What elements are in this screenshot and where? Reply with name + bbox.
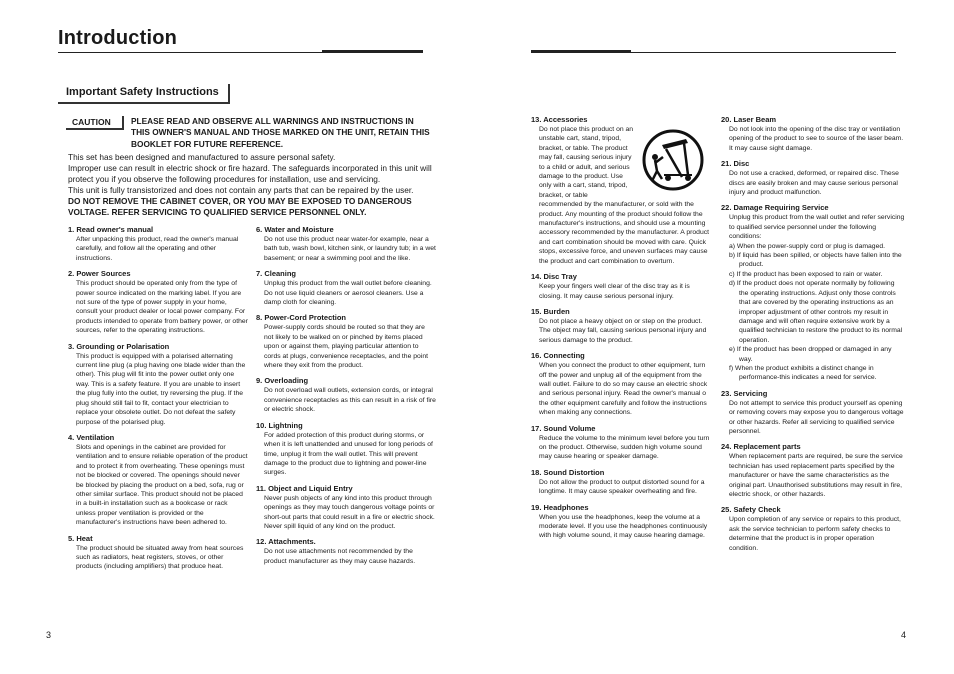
page-number-left: 3 [46,630,52,640]
instruction-title: 11. Object and Liquid Entry [256,483,353,493]
condition-item: d) If the product does not operate normally by following the operating instructions. Adjust only those controls that are covered by the operating instructions as an improper adjustment of other controls my result in damage and will often require extensive work by a qualified technician to restore the product to its normal operation. [729,280,903,344]
instruction-body: When you connect the product to other equipment, turn off the power and unplug all of the equipment from the wall outlet. Failure to do so may cause an electric shock and serious personal injury. Read the owner's manual o the other equipment carefully and follow the instructions when making any connections. [539,362,708,417]
instruction-body: Do not look into the opening of the disc tray or ventilation opening of the product to see to source of the laser beam. It may cause sight damage. [729,126,904,152]
instruction-body: Upon completion of any service or repairs to this product, ask the service technician to perform safety checks to determine that the product is in proper operation condition. [729,516,901,552]
instruction-title: 3. Grounding or Polarisation [68,341,170,351]
instruction-body: For added protection of this product during storms, or when it is left unattended and unused for long periods of time, unplug it from the wall outlet. This will prevent damage to the product due to lightning and power-line surges. [264,431,433,477]
instruction-title: 4. Ventilation [68,432,115,442]
instruction-item [68,534,248,572]
instruction-title: 22. Damage Requiring Service [721,203,829,213]
instruction-body: This product is equipped with a polarised alternating current line plug (a plug having one blade wider than the other). This plug will fit into the power outlet only one way. This is a safety feature. If you are unable to insert the plug fully into the outlet, try reversing the plug. If the plug should still fail to fit, contact your electrician to replace your obsolete outlet. Do not defeat the safety purpose of the polarised plug. [76,352,246,426]
instruction-item [721,442,905,499]
instruction-title: 2. Power Sources [68,269,131,279]
instruction-body: Unplug this product from the wall outlet before cleaning. Do not use liquid cleaners or aerosol cleaners. Use a damp cloth for cleaning. [264,280,432,307]
instruction-body [721,213,905,382]
instruction-body: Do not place a heavy object on or step on the product. The object may fall, causing serious personal injury and serious damage to the product. [539,317,707,344]
instruction-title: 15. Burden [531,306,570,316]
section-label: Important Safety Instructions [66,86,219,98]
intro-text [68,152,433,217]
instruction-title: 5. Heat [68,533,93,543]
instruction-title: 1. Read owner's manual [68,225,154,234]
instruction-body: Power-supply cords should be routed so that they are not likely to be walked on or pinched by items placed upon or against them, playing particular attention to cords at plugs, convenience receptacles, and the point where they exit from the product. [264,324,428,370]
instruction-item [721,505,905,553]
instruction-title: 21. Disc [721,159,750,169]
instruction-item [721,389,905,437]
instruction-title: 12. Attachments. [256,537,316,547]
instruction-item [256,225,436,263]
instruction-item [256,421,436,478]
instruction-title: 20. Laser Beam [721,115,777,124]
instruction-title: 6. Water and Moisture [256,225,334,234]
instruction-title: 18. Sound Distortion [531,467,605,477]
instruction-body: Slots and openings in the cabinet are provided for ventilation and to ensure reliable operation of the product and to protect it from overheating. These openings must not be blocked or covered. The openings should never be blocked by placing the product on a bed, sofa, rug or other similar surface. This product should not be placed in a built-in installation such as a bookcase or rack unless proper ventilation is provided or the manufacturer's instructions have been adhered to. [76,443,248,527]
page-number-right: 4 [901,630,907,640]
intro-line-2: Improper use can result in electric shock or fire hazard. The safeguards incorporated in this unit will protect you if you observe the following procedures for installation, use and servicing. [68,162,432,184]
instruction-item [531,272,713,301]
instruction-item [531,503,713,541]
instruction-item [531,307,713,345]
instruction-title: 16. Connecting [531,351,585,361]
instruction-body: Do not use a cracked, deformed, or repaired disc. These discs are easily broken and may cause serious personal injury and product malfunction. [729,170,899,197]
header-rule-accent-left [322,50,423,53]
instruction-lead: Unplug this product from the wall outlet and refer servicing to qualified service personnel under the following conditions: [729,214,905,241]
instruction-item [256,313,436,370]
caution-label: CAUTION [72,117,111,127]
column-1 [68,225,248,578]
instruction-title: 24. Replacement parts [721,442,801,452]
condition-item: e) If the product has been dropped or damaged in any way. [729,346,892,363]
instruction-body: When you use the headphones, keep the volume at a moderate level. If you use the headphones continuously with high volume sound, it may cause hearing damage. [539,513,708,540]
instruction-body: Do not place this product on an unstable cart, stand, tripod, bracket, or table. The product may fall, causing serious injury to a child or adult, and serious damage to the product. Use only with a cart, stand, tripod, bracket, or table [539,126,634,199]
instruction-body: Never push objects of any kind into this product through openings as they may touch dangerous voltage points or short-out parts that could result in a fire or electric shock. Never spill liquid of any kind on the product. [264,494,435,530]
condition-item: f) When the product exhibits a distinct change in performance-this indicates a need for service. [729,364,877,382]
instruction-body: The product should be situated away from heat sources such as radiators, heat registers, stoves, or other products (including amplifiers) that produce heat. [76,544,244,571]
instruction-title: 23. Servicing [721,388,768,398]
caution-text: PLEASE READ AND OBSERVE ALL WARNINGS AND INSTRUCTIONS IN THIS OWNER'S MANUAL AND THOSE MARKED ON THE UNIT, RETAIN THIS BOOKLET FOR FUTURE REFERENCE. [131,116,430,149]
instruction-title: 19. Headphones [531,502,589,512]
condition-item: a) When the power-supply cord or plug is damaged. [729,242,886,250]
instruction-body: When replacement parts are required, be sure the service technician has used replacement parts specified by the manufacturer or have the same characteristics as the original part. Unauthorised substitutions may result in fire, electric shock, or other hazards. [729,453,903,498]
instruction-title: 17. Sound Volume [531,423,596,433]
instruction-body: Do not allow the product to output distorted sound for a longtime. It may cause speaker overheating and fire. [539,478,705,496]
instruction-title: 25. Safety Check [721,505,781,515]
instruction-title: 8. Power-Cord Protection [256,313,347,323]
instruction-title: 9. Overloading [256,376,309,386]
instruction-body: Do not use attachments not recommended by the product manufacturer as they may cause hazards. [264,548,416,565]
instruction-body: recommended by the manufacturer, or sold with the product. Any mounting of the product should follow the manufacturer's instructions, and should use a mounting accessory recommended by the manufacturer. A product and cart combination should be moved with care. Quick stops, excessive force, and uneven surfaces may cause the product and cart combination to overturn. [539,201,710,265]
page-title: Introduction [58,27,178,49]
instruction-title: 7. Cleaning [256,269,297,279]
instruction-body: After unpacking this product, read the owner's manual carefully, and follow all the operating and other instructions. [76,236,239,262]
instruction-item [68,269,248,335]
instruction-item [68,433,248,528]
instruction-body: This product should be operated only from the type of power source indicated on the marking label. If you are not sure of the type of power supply in your home, consult your product dealer or local power company. For products intended to operate from battery power, or other sources, refer to the operating instructions. [76,280,248,335]
intro-line-3: This unit is fully transistorized and does not contain any parts that can be repaired by the user. [68,184,414,195]
instruction-item [68,342,248,427]
cart-tipover-warning-icon [642,127,704,193]
instruction-item [256,269,436,307]
column-2 [256,225,436,572]
instruction-item [721,115,905,153]
intro-warning: DO NOT REMOVE THE CABINET COVER, OR YOU MAY BE EXPOSED TO DANGEROUS VOLTAGE. REFER SERVICING TO QUALIFIED SERVICE PERSONNEL ONLY. [68,195,412,217]
instruction-title: 10. Lightning [256,420,303,430]
instruction-body: Reduce the volume to the minimum level before you turn on the product. Otherwise, sudden high volume sound may cause hearing or speaker damage. [539,434,710,461]
instruction-item [256,376,436,414]
instruction-item [256,484,436,532]
instruction-body: Keep your fingers well clear of the disc tray as it is closing. It may cause serious personal injury. [539,283,690,300]
instruction-body: Do not attempt to service this product yourself as opening or removing covers may expose you to dangerous voltage or other hazards. Refer all servicing to qualified service personnel. [729,399,904,435]
instruction-item [531,468,713,497]
instruction-item [721,159,905,197]
condition-item: b) If liquid has been spilled, or objects have fallen into the product. [729,252,902,269]
instruction-body: Do not overload wall outlets, extension cords, or integral convenience receptacles as this can result in a risk of fire or electric shock. [264,387,436,414]
intro-line-1: This set has been designed and manufactured to assure personal safety. [68,152,336,162]
condition-list [729,242,905,383]
instruction-title: 14. Disc Tray [531,272,577,282]
instruction-item [68,225,248,263]
instruction-item [721,203,905,382]
column-4 [721,115,905,559]
instruction-title: 13. Accessories [531,115,588,124]
instruction-item [531,351,713,417]
header-rule-accent-right [531,50,631,53]
instruction-body: Do not use this product near water-for example, near a bath tub, wash bowl, kitchen sink, or laundry tub; in a wet basement; or near a swimming pool and the like. [264,236,436,262]
instruction-item [531,424,713,462]
instruction-item [256,537,436,566]
condition-item: c) If the product has been exposed to rain or water. [729,270,883,278]
